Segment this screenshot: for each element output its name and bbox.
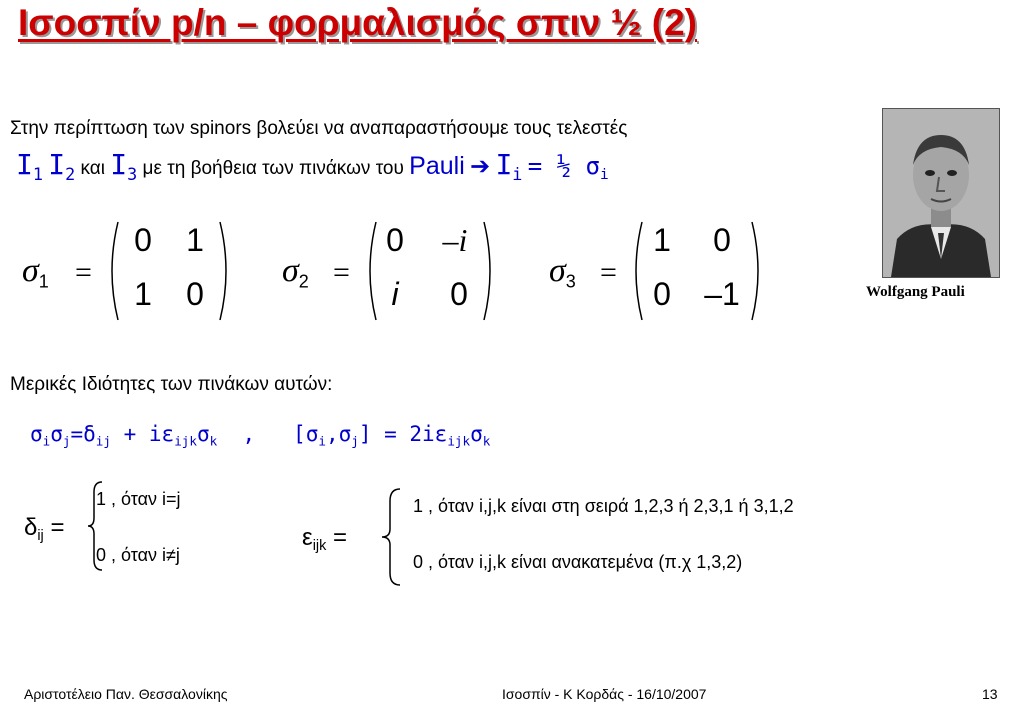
operator-Ii: $I_i$ xyxy=(495,148,523,184)
equals-sign: = xyxy=(333,256,350,289)
operator-I1: $I_1$ xyxy=(16,148,43,184)
properties-heading: Μερικές Ιδιότητες των πινάκων αυτών: xyxy=(10,374,333,395)
matrix-cell: 1 xyxy=(653,222,671,258)
footer-title: Ισοσπίν - Κ Κορδάς - 16/10/2007 xyxy=(502,686,707,702)
slide-title: Ισοσπίν p/n – φορμαλισμός σπιν ½ (2) xyxy=(18,2,697,43)
matrix-cell: 0 xyxy=(386,222,404,258)
epsilon-case-other: 0 , όταν i,j,k είναι ανακατεμένα (π.χ 1,3,2) xyxy=(413,552,743,572)
matrix-cell: 1 xyxy=(134,276,152,312)
operator-I3: $I_3$ xyxy=(110,148,138,184)
portrait-caption: Wolfgang Pauli xyxy=(866,284,965,300)
matrix-cell: 0 xyxy=(713,222,731,258)
matrix-cell: –i xyxy=(442,222,468,258)
matrix-label: $\sigma_2$ xyxy=(282,252,309,292)
delta-case-equal: 1 , όταν i=j xyxy=(96,489,181,509)
matrix-cell: 0 xyxy=(186,276,204,312)
portrait-icon xyxy=(883,109,999,277)
pauli-portrait-image xyxy=(882,108,1000,278)
equals-sign: = xyxy=(600,256,617,289)
intro-operators-line xyxy=(16,148,609,184)
arrow-icon: ➔ xyxy=(470,153,491,180)
matrix-label: $\sigma_3$ xyxy=(549,252,576,292)
conjunction-text: και xyxy=(80,158,105,179)
page-number: 13 xyxy=(982,686,998,702)
delta-symbol: $\delta_{ij}$ = xyxy=(24,514,65,545)
equals-sign: = xyxy=(75,256,92,289)
matrix-cell: 0 xyxy=(134,222,152,258)
pauli-word: Pauli xyxy=(409,152,465,180)
matrix-cell: 0 xyxy=(450,276,468,312)
matrix-cell: 1 xyxy=(186,222,204,258)
intro-line: Στην περίπτωση των spinors βολεύει να αναπαραστήσουμε τους τελεστές xyxy=(10,118,628,139)
brace-icon xyxy=(380,487,404,587)
matrix-cell: 0 xyxy=(653,276,671,312)
matrix-label: $\sigma_1$ xyxy=(22,252,49,292)
operator-I2: $I_2$ xyxy=(48,148,76,184)
pauli-relation: = ½ $\sigma_i$ xyxy=(527,152,609,184)
epsilon-symbol: $\varepsilon_{ijk}$ = xyxy=(302,524,347,555)
epsilon-case-cyclic: 1 , όταν i,j,k είναι στη σειρά 1,2,3 ή 2,3,1 ή 3,1,2 xyxy=(413,496,794,516)
delta-case-unequal: 0 , όταν i≠j xyxy=(96,545,180,565)
pauli-identity-formula: $\sigma_i\sigma_j=\delta_{ij} + i\varepsilon_{ijk}\sigma_k$ , $[\sigma_i,\sigma_j] = 2i\varepsilon_{ijk}\sigma_k$ xyxy=(30,422,491,449)
matrix-cell: –1 xyxy=(704,276,740,312)
intro-mid-text: με τη βοήθεια των πινάκων του xyxy=(142,158,404,179)
matrix-cell: i xyxy=(391,276,399,312)
footer-institution: Αριστοτέλειο Παν. Θεσσαλονίκης xyxy=(24,686,228,702)
